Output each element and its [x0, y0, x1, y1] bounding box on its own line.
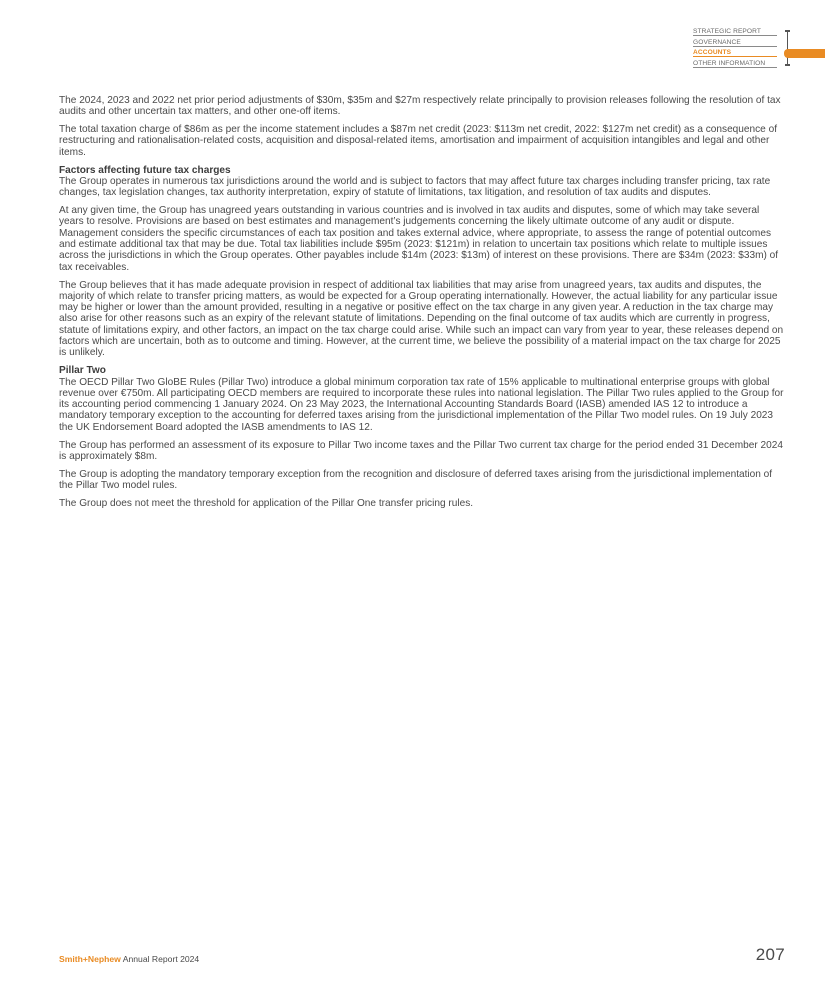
paragraph-unagreed-years: At any given time, the Group has unagreed years outstanding in various countries and is involved in tax audits and disputes, some of which may take several years to resolve. Provisions are based on best estimates and management’s judgements concerning the likely ultimate outcome of any audit or dispute. Management considers the specific circumstances of each tax position and takes external advice, where appropriate, to assess the range of potential outcomes and estimate additional tax that may be due. Total tax liabilities include $95m (2023: $121m) in relation to uncertain tax positions which relate to multiple issues across the jurisdictions in which the Group operates. Other payables include $14m (2023: $13m) of interest on these provisions. There are $34m (2023: $33m) of tax receivables.: [59, 205, 779, 273]
paragraph-pillar-one: The Group does not meet the threshold for application of the Pillar One transfer pricing rules.: [59, 497, 474, 509]
nav-item-label: GOVERNANCE: [693, 38, 741, 46]
nav-item-label: STRATEGIC REPORT: [693, 28, 762, 35]
heading-factors-future-tax: Factors affecting future tax charges: [59, 164, 231, 176]
nav-active-tab: [788, 49, 825, 58]
footer-report-name: Annual Report 2024: [122, 954, 200, 964]
paragraph-adequate-provision: The Group believes that it has made adequate provision in respect of additional tax liabilities that may arise from unagreed years, tax audits and disputes, the majority of which relate to transfer pricing matters, as would be expected for a Group operating internationally. However, the actual liability for any particular issue may be higher or lower than the amount provided, resulting in a negative or positive effect on the tax charge in any given year. A reduction in the tax charge may also arise for other reasons such as an expiry of the relevant statute of limitations. Depending on the final outcome of tax audits which are currently in progress, statute of limitations expiry, and other factors, an impact on the tax charge could arise. While such an impact can vary from year to year, these releases depend on factors which are uncertain, both as to outcome and timing. However, at the current time, we believe the possibility of a material impact on the tax charge for 2025 is unlikely.: [59, 279, 784, 359]
footer-brand-name: Smith+Nephew: [59, 954, 121, 964]
paragraph-pillar-two-assessment: The Group has performed an assessment of its exposure to Pillar Two income taxes and the Pillar Two current tax charge for the period ended 31 December 2024 is approximately $8m.: [59, 439, 783, 462]
nav-rule: [693, 56, 777, 57]
nav-item-accounts[interactable]: [693, 48, 777, 57]
main-content: [59, 95, 785, 516]
paragraph-mandatory-exception: The Group is adopting the mandatory temporary exception from the recognition and disclosure of deferred taxes arising from the jurisdictional implementation of the Pillar Two model rules.: [59, 468, 773, 492]
nav-item-label: OTHER INFORMATION: [693, 59, 766, 67]
nav-track-cap-bottom: [785, 64, 790, 66]
paragraph-pillar-two-rules: The OECD Pillar Two GloBE Rules (Pillar Two) introduce a global minimum corporation tax rate of 15% applicable to multinational enterprise groups with global revenue over €750m. All participating OECD members are required to incorporate these rules into national legislation. The Pillar Two rules applied to the Group for its accounting period commencing 1 January 2024. On 23 May 2023, the International Accounting Standards Board (IASB) amended IAS 12 to introduce a mandatory temporary exception to the accounting for deferred taxes arising from the jurisdictional implementation of the Pillar Two model rules. On 19 July 2023 the UK Endorsement Board adopted the IASB amendments to IAS 12.: [59, 376, 784, 433]
paragraph-tax-jurisdictions: The Group operates in numerous tax jurisdictions around the world and is subject to factors that may affect future tax charges including transfer pricing, tax rate changes, tax legislation changes, tax authority interpretation, expiry of statute of limitations, tax litigation, and resolution of tax audits and disputes.: [59, 175, 771, 199]
nav-item-governance[interactable]: [693, 38, 777, 47]
paragraph-total-taxation-charge: The total taxation charge of $86m as per the income statement includes a $87m net credit (2023: $113m net credit, 2022: $127m net credit) as a consequence of restructuring and rationalisation-related costs, acquisition and disposal-related items, amortisation and impairment of acquisition intangibles and legal and other items.: [59, 124, 778, 158]
nav-track-line: [787, 30, 788, 66]
nav-item-other-information[interactable]: [693, 59, 777, 68]
nav-rule: [693, 46, 777, 47]
page-number: 207: [755, 945, 785, 964]
nav-rule: [693, 35, 777, 36]
nav-rule: [693, 67, 777, 68]
footer-report-title: [59, 954, 199, 964]
nav-track-cap-top: [785, 30, 790, 32]
paragraph-prior-period-adjustments: The 2024, 2023 and 2022 net prior period adjustments of $30m, $35m and $27m respectively relate principally to provision releases following the resolution of tax audits and other uncertain tax matters, and other one-off items.: [59, 95, 781, 118]
heading-pillar-two: Pillar Two: [59, 365, 106, 377]
section-navigator: [693, 27, 825, 71]
nav-item-label: ACCOUNTS: [693, 49, 732, 56]
nav-item-strategic-report[interactable]: [693, 27, 777, 36]
